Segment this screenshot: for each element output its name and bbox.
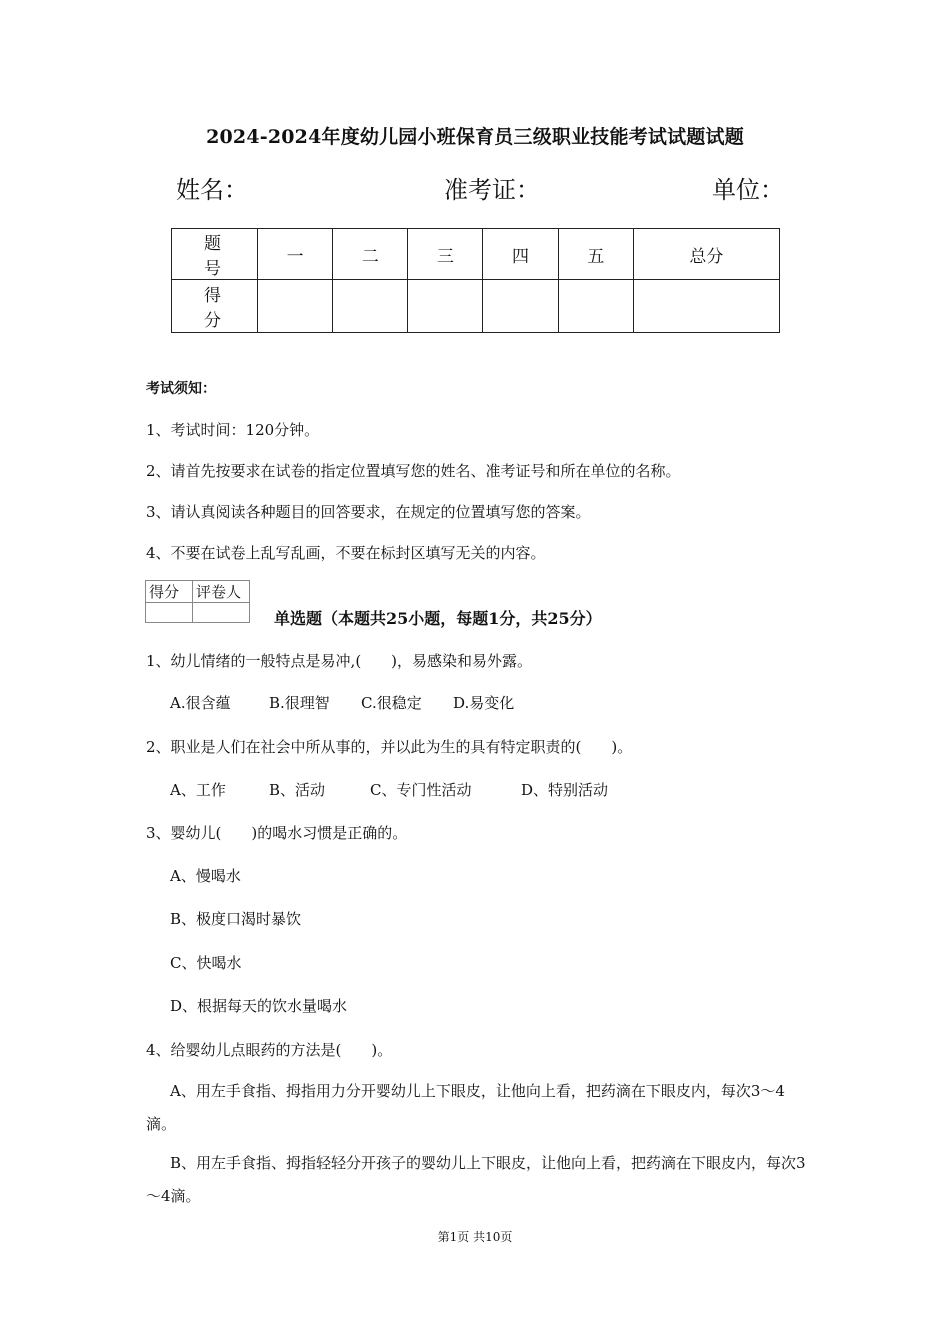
grader-box-grader-cell [193,603,250,623]
question-1-option-c: C.很稳定 [361,694,422,712]
question-4-option-b: B、用左手食指、拇指轻轻分开孩子的婴幼儿上下眼皮，让他向上看，把药滴在下眼皮内，每次3～4滴。 [146,1154,806,1205]
grader-box-score-label: 得分 [146,581,193,603]
score-table-score-row [172,280,780,333]
score-table-row-label: 得 分 [172,280,258,333]
question-1-option-d: D.易变化 [453,694,515,712]
section-title: 单选题（本题共25小题，每题1分，共25分） [274,609,602,628]
question-2-option-a: A、工作 [170,781,226,799]
score-cell [633,280,779,333]
score-cell [483,280,558,333]
question-3-option-b: B、极度口渴时暴饮 [170,910,302,928]
question-3-option-d: D、根据每天的饮水量喝水 [170,997,348,1015]
question-4-option-a: A、用左手食指、拇指用力分开婴幼儿上下眼皮，让他向上看，把药滴在下眼皮内，每次3～4滴。 [146,1082,785,1133]
score-cell [558,280,633,333]
score-table-header-1: 一 [258,229,333,280]
document-title: 2024-2024年度幼儿园小班保育员三级职业技能考试试题试题 [206,126,744,148]
question-1-option-a: A.很含蕴 [170,694,231,712]
score-cell [408,280,483,333]
question-3-option-c: C、快喝水 [170,954,242,972]
question-1-option-b: B.很理智 [269,694,330,712]
page-footer: 第1页 共10页 [437,1230,513,1244]
grader-box-grader-label: 评卷人 [193,581,250,603]
exam-id-field-label: 准考证： [444,176,540,204]
score-table [171,228,780,333]
question-stem-1: 1、幼儿情绪的一般特点是易冲,( )，易感染和易外露。 [146,652,533,670]
question-3-option-a: A、慢喝水 [170,867,241,885]
score-table-header-3: 三 [408,229,483,280]
score-table-header-4: 四 [483,229,558,280]
score-table-header-2: 二 [333,229,408,280]
notice-title: 考试须知： [146,381,216,397]
score-table-header-row [172,229,780,280]
question-2-option-c: C、专门性活动 [370,781,472,799]
question-2-option-b: B、活动 [269,781,326,799]
notice-item: 4、不要在试卷上乱写乱画，不要在标封区填写无关的内容。 [146,544,546,562]
score-table-header-total: 总分 [633,229,779,280]
name-field-label: 姓名： [176,176,248,204]
notice-item: 2、请首先按要求在试卷的指定位置填写您的姓名、准考证号和所在单位的名称。 [146,462,681,480]
score-table-header-5: 五 [558,229,633,280]
grader-box [145,580,250,623]
score-cell [333,280,408,333]
score-table-header-label: 题 号 [172,229,258,280]
question-2-option-d: D、特别活动 [521,781,609,799]
unit-field-label: 单位： [712,176,784,204]
question-stem-4: 4、给婴幼儿点眼药的方法是( )。 [146,1041,393,1059]
question-stem-3: 3、婴幼儿( )的喝水习惯是正确的。 [146,824,408,842]
notice-item: 3、请认真阅读各种题目的回答要求，在规定的位置填写您的答案。 [146,503,591,521]
notice-item: 1、考试时间：120分钟。 [146,421,320,439]
grader-box-score-cell [146,603,193,623]
question-stem-2: 2、职业是人们在社会中所从事的，并以此为生的具有特定职责的( )。 [146,738,633,756]
